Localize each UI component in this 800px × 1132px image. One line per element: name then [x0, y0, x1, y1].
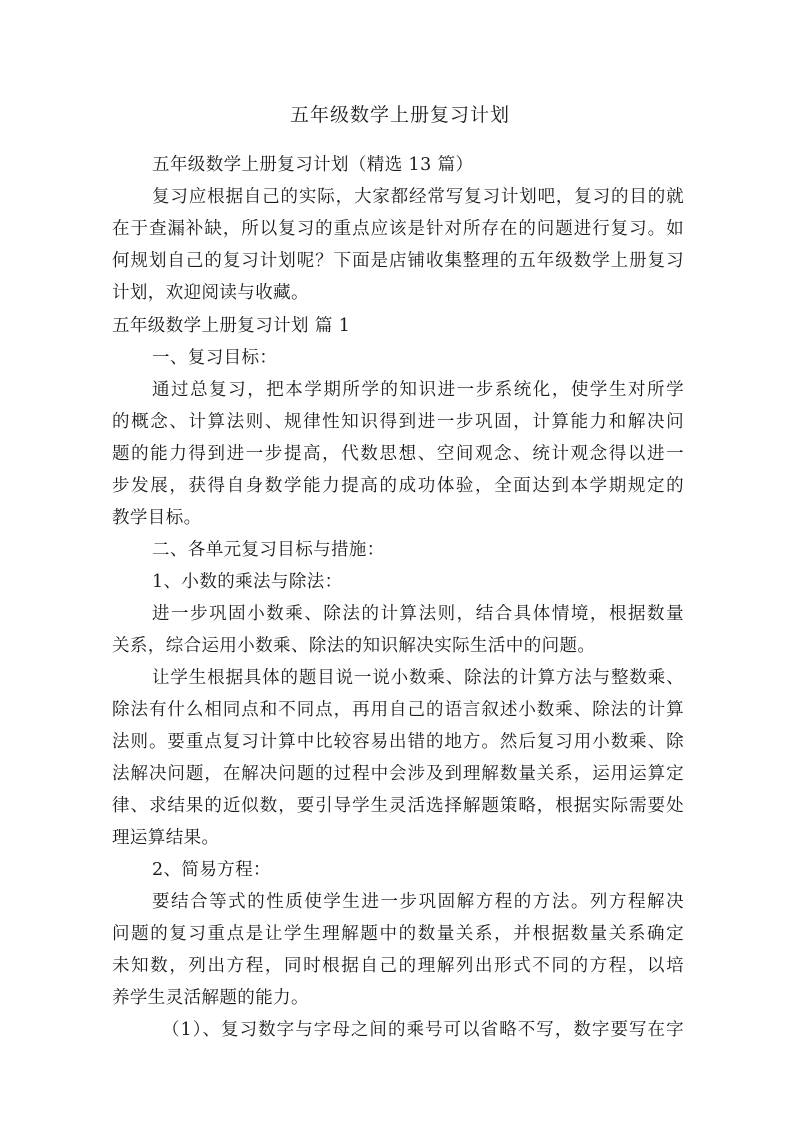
paragraph-line: 复习应根据自己的实际，大家都经常写复习计划吧，复习的目的就	[152, 187, 684, 207]
section-heading: 五年级数学上册复习计划 篇 1	[112, 316, 351, 336]
section-heading: 2、简易方程：	[152, 860, 271, 880]
paragraph-line: 进一步巩固小数乘、除法的计算法则，结合具体情境，根据数量	[152, 604, 684, 624]
paragraph-line: 除法有什么相同点和不同点，再用自己的语言叙述小数乘、除法的计算	[112, 700, 684, 720]
paragraph-line: 让学生根据具体的题目说一说小数乘、除法的计算方法与整数乘、	[152, 668, 684, 688]
document-title: 五年级数学上册复习计划	[289, 104, 510, 126]
subtitle: 五年级数学上册复习计划（精选 13 篇）	[152, 155, 474, 175]
paragraph-line: 何规划自己的复习计划呢？下面是店铺收集整理的五年级数学上册复习	[112, 251, 684, 271]
paragraph-line: 问题的复习重点是让学生理解题中的数量关系，并根据数量关系确定	[112, 924, 684, 944]
paragraph-line: 的概念、计算法则、规律性知识得到进一步巩固，计算能力和解决问	[112, 412, 684, 432]
paragraph-line: 养学生灵活解题的能力。	[112, 988, 309, 1008]
paragraph-line: 步发展，获得自身数学能力提高的成功体验，全面达到本学期规定的	[112, 476, 684, 496]
paragraph-line: （1）、复习数字与字母之间的乘号可以省略不写，数字要写在字	[162, 1020, 684, 1040]
paragraph-line: 在于查漏补缺，所以复习的重点应该是针对所存在的问题进行复习。如	[112, 219, 684, 239]
paragraph-line: 法则。要重点复习计算中比较容易出错的地方。然后复习用小数乘、除	[112, 732, 684, 752]
paragraph-line: 未知数，列出方程，同时根据自己的理解列出形式不同的方程，以培	[112, 956, 684, 976]
paragraph-line: 理运算结果。	[112, 828, 220, 848]
section-heading: 二、各单元复习目标与措施：	[152, 540, 385, 560]
section-heading: 1、小数的乘法与除法：	[152, 572, 343, 592]
section-heading: 一、复习目标：	[152, 348, 278, 368]
paragraph-line: 律、求结果的近似数，要引导学生灵活选择解题策略，根据实际需要处	[112, 796, 684, 816]
paragraph-line: 通过总复习，把本学期所学的知识进一步系统化，使学生对所学	[152, 380, 684, 400]
paragraph-line: 题的能力得到进一步提高，代数思想、空间观念、统计观念得以进一	[112, 444, 684, 464]
paragraph-line: 要结合等式的性质使学生进一步巩固解方程的方法。列方程解决	[152, 892, 684, 912]
paragraph-line: 法解决问题，在解决问题的过程中会涉及到理解数量关系，运用运算定	[112, 764, 684, 784]
paragraph-line: 教学目标。	[112, 508, 202, 528]
paragraph-line: 关系，综合运用小数乘、除法的知识解决实际生活中的问题。	[112, 636, 596, 656]
paragraph-line: 计划，欢迎阅读与收藏。	[112, 283, 309, 303]
